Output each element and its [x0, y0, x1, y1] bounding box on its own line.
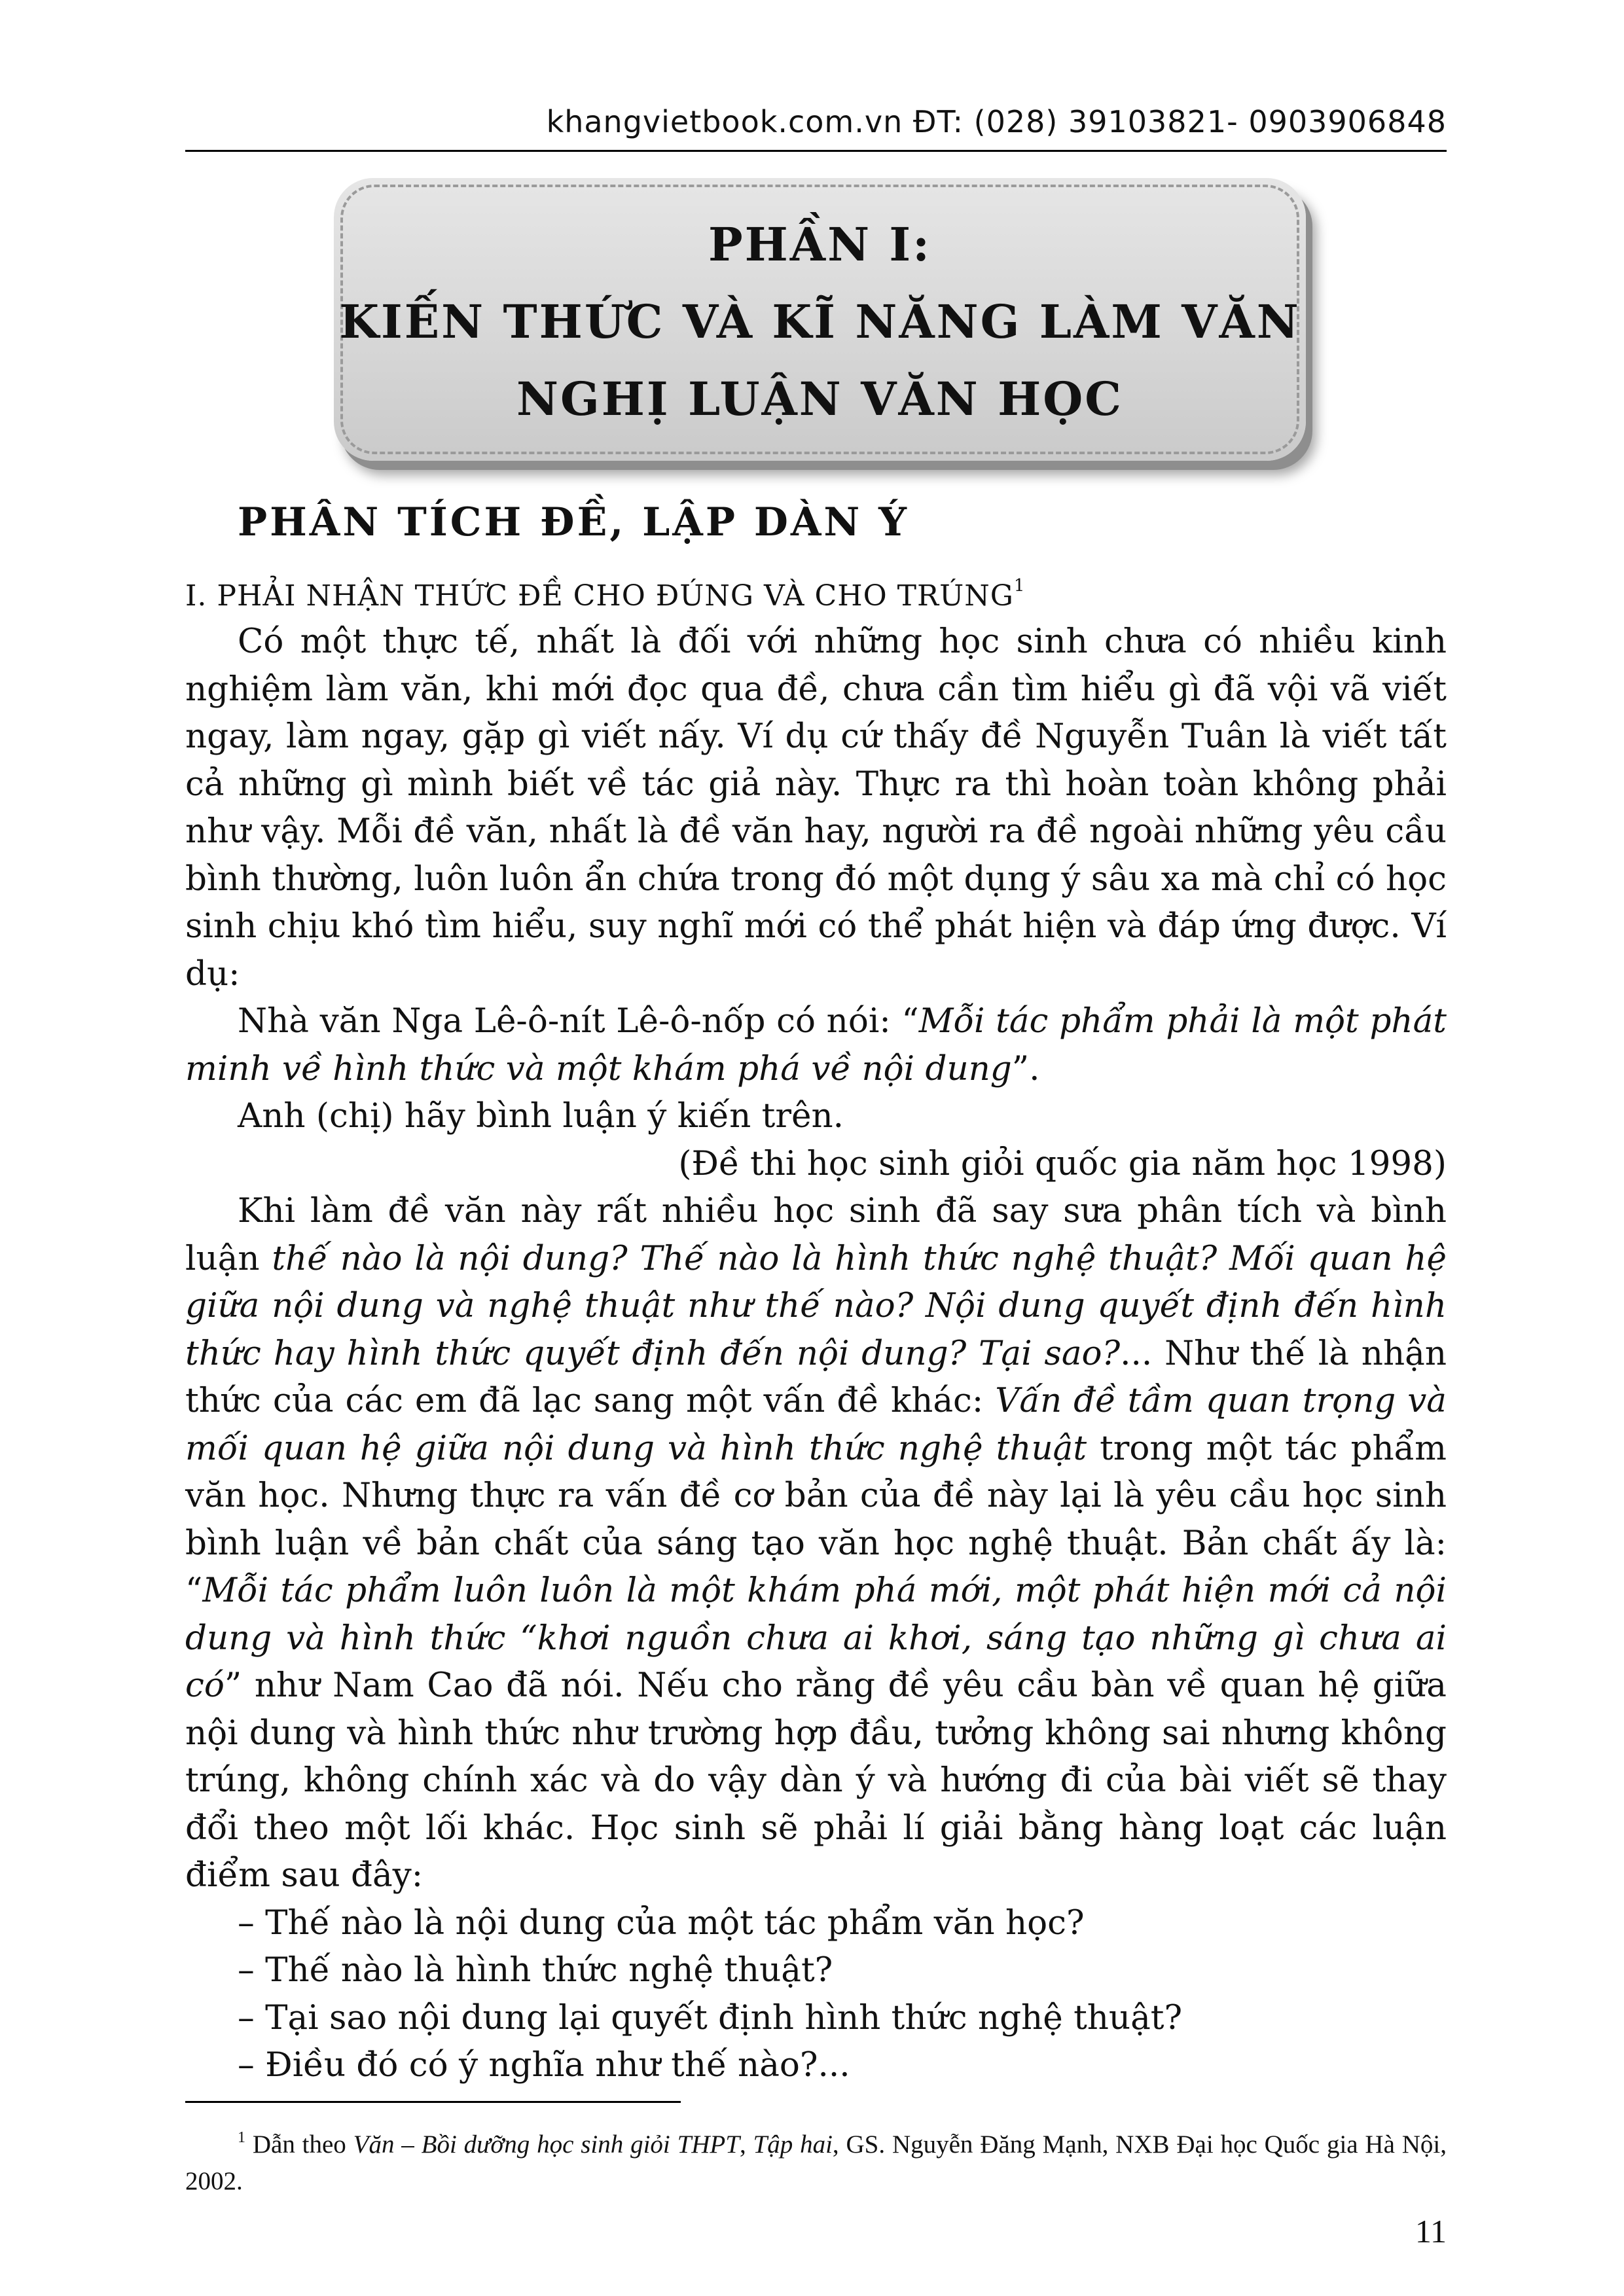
list-item: – Điều đó có ý nghĩa như thế nào?... — [238, 2045, 850, 2085]
paragraph-2 — [185, 997, 1447, 1092]
paragraph-5-c: trong một tác phẩm văn học. Nhưng thực ra vấn đề cơ bản của đề này lại là yêu cầu học sinh bình luận về bản chất của sáng tạo văn học nghệ thuật. Bản chất ấy là: “ — [185, 1428, 1447, 1610]
list-item: – Thế nào là nội dung của một tác phẩm văn học? — [238, 1903, 1085, 1943]
paragraph-5-b: ... Như thế là nhận thức của các em đã lạc sang một vấn đề khác: — [185, 1333, 1447, 1420]
header-publisher-contact: khangvietbook.com.vn ĐT: (028) 39103821- 0903906848 — [546, 104, 1447, 139]
header-rule — [185, 150, 1447, 152]
footnote-a: Dẫn theo — [245, 2130, 353, 2159]
part-title-line-3: NGHỊ LUẬN VĂN HỌC — [516, 372, 1123, 426]
list-item: – Tại sao nội dung lại quyết định hình thức nghệ thuật? — [238, 1998, 1183, 2037]
paragraph-1: Có một thực tế, nhất là đối với những học sinh chưa có nhiều kinh nghiệm làm văn, khi mới đọc qua đề, chưa cần tìm hiểu gì đã vội vã viết ngay, làm ngay, gặp gì viết nấy. Ví dụ cứ thấy đề Nguyễn Tuân là viết tất cả những gì mình biết về tác giả này. Thực ra thì hoàn toàn không phải như vậy. Mỗi đề văn, nhất là đề văn hay, người ra đề ngoài những yêu cầu bình thường, luôn luôn ẩn chứa trong đó một dụng ý sâu xa mà chỉ có học sinh chịu khó tìm hiểu, suy nghĩ mới có thể phát hiện và đáp ứng được. Ví dụ: — [185, 622, 1447, 994]
footnote — [185, 2119, 1447, 2200]
list-item: – Thế nào là hình thức nghệ thuật? — [238, 1950, 833, 1990]
page-number: 11 — [1415, 2213, 1447, 2250]
footnote-rule — [185, 2101, 681, 2103]
footnote-reference: 1 — [1013, 576, 1026, 596]
paragraph-5-italic-1: thế nào là nội dung? Thế nào là hình thức nghệ thuật? Mối quan hệ giữa nội dung và nghệ thuật như thế nào? Nội dung quyết định đến hình thức hay hình thức quyết định đến nội dung? Tại sao? — [185, 1238, 1447, 1373]
footnote-book-title: Văn – Bồi dưỡng học sinh giỏi THPT — [353, 2130, 740, 2159]
paragraph-5-a: Khi làm đề văn này rất nhiều học sinh đã say sưa phân tích và bình luận — [185, 1191, 1447, 1278]
paragraph-5-italic-2: Vấn đề tầm quan trọng và mối quan hệ giữa nội dung và hình thức nghệ thuật — [185, 1381, 1447, 1468]
subheading — [185, 576, 1025, 613]
footnote-c: , GS. Nguyễn Đăng Mạnh, NXB Đại học Quốc gia Hà Nội, 2002. — [185, 2130, 1447, 2195]
paragraph-3: Anh (chị) hãy bình luận ý kiến trên. — [238, 1096, 844, 1136]
page-header — [185, 45, 1447, 151]
paragraph-5 — [185, 1187, 1447, 1899]
subheading-text: I. PHẢI NHẬN THỨC ĐỀ CHO ĐÚNG VÀ CHO TRÚNG — [185, 579, 1014, 613]
part-title-line-1: PHẦN I: — [708, 217, 932, 272]
footnote-volume: Tập hai — [753, 2130, 833, 2159]
exam-source: (Đề thi học sinh giỏi quốc gia năm học 1998) — [678, 1143, 1447, 1183]
paragraph-5-d: ” như Nam Cao đã nói. Nếu cho rằng đề yêu cầu bàn về quan hệ giữa nội dung và hình thức như trường hợp đầu, tưởng không sai nhưng không trúng, không chính xác và do vậy dàn ý và hướng đi của bài viết sẽ thay đổi theo một lối khác. Học sinh sẽ phải lí giải bằng hàng loạt các luận điểm sau đây: — [185, 1666, 1447, 1895]
paragraph-5-italic-3: Mỗi tác phẩm luôn luôn là một khám phá mới, một phát hiện mới cả nội dung và hình thức “khơi nguồn chưa ai khơi, sáng tạo những gì chưa ai có — [185, 1571, 1447, 1705]
part-title-box — [334, 178, 1306, 461]
paragraph-2-close: ”. — [1011, 1049, 1040, 1088]
paragraph-2-text: Nhà văn Nga Lê-ô-nít Lê-ô-nốp có nói: “ — [238, 1001, 919, 1041]
quote-leonov: Mỗi tác phẩm phải là một phát minh về hình thức và một khám phá về nội dung — [185, 1001, 1447, 1088]
part-title-line-2: KIẾN THỨC VÀ KĨ NĂNG LÀM VĂN — [339, 295, 1301, 349]
footnote-mark: 1 — [238, 2129, 245, 2146]
footnote-b: , — [739, 2130, 753, 2159]
section-title: PHÂN TÍCH ĐỀ, LẬP DÀN Ý — [238, 499, 909, 545]
body-text — [185, 618, 1447, 2089]
